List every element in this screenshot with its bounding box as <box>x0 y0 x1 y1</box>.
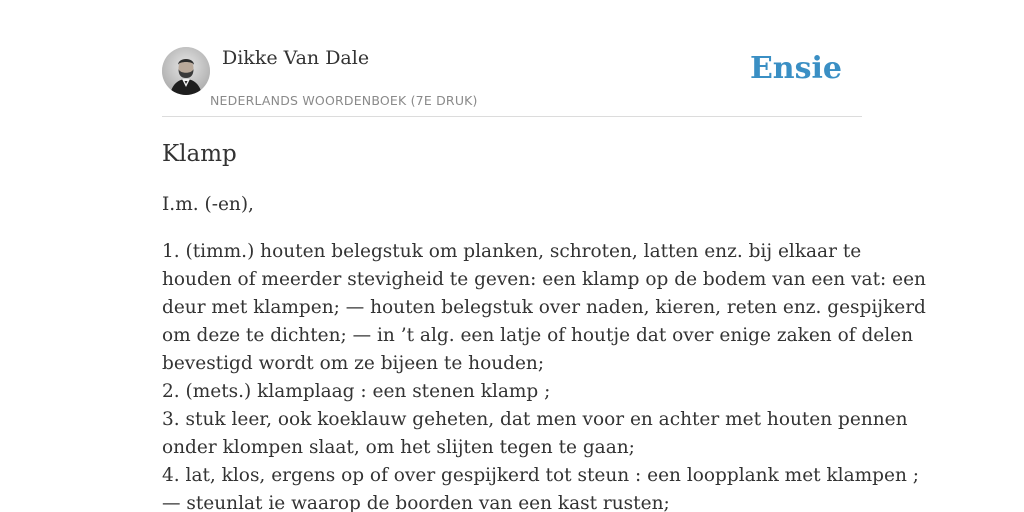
entry-content <box>162 138 926 512</box>
grammar-info: I.m. (-en), <box>162 194 254 215</box>
avatar[interactable] <box>162 47 210 95</box>
author-name[interactable]: Dikke Van Dale <box>222 47 370 69</box>
header <box>162 0 862 117</box>
definition-line: onder klompen slaat, om het slijten tegen te gaan; <box>162 437 635 458</box>
definition-line: 3. stuk leer, ook koeklauw geheten, dat men voor en achter met houten pennen <box>162 409 908 430</box>
definition-line: — steunlat ie waarop de boorden van een kast rusten; <box>162 493 670 512</box>
definition-line: 4. lat, klos, ergens op of over gespijkerd tot steun : een loopplank met klampen ; <box>162 465 919 486</box>
definition-line: om deze te dichten; — in ’t alg. een latje of houtje dat over enige zaken of delen <box>162 325 914 346</box>
source-title[interactable]: NEDERLANDS WOORDENBOEK (7E DRUK) <box>210 93 478 108</box>
definition-text <box>162 238 926 512</box>
definition-line: deur met klampen; — houten belegstuk over naden, kieren, reten enz. gespijkerd <box>162 297 926 318</box>
site-logo[interactable]: Ensie <box>749 51 842 86</box>
definition-line: houden of meerder stevigheid te geven: een klamp op de bodem van een vat: een <box>162 269 926 290</box>
entry-title: Klamp <box>162 141 237 167</box>
portrait-image <box>162 47 210 95</box>
definition-line: 1. (timm.) houten belegstuk om planken, schroten, latten enz. bij elkaar te <box>162 241 862 262</box>
definition-line: bevestigd wordt om ze bijeen te houden; <box>162 353 545 374</box>
definition-line: 2. (mets.) klamplaag : een stenen klamp ; <box>162 381 551 402</box>
